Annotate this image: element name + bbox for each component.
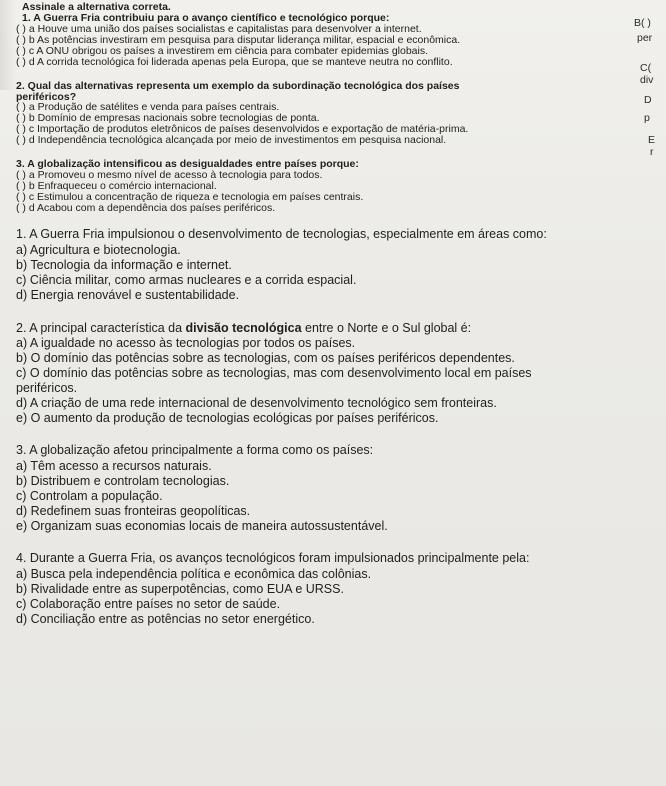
q1-option-a: a) Agricultura e biotecnologia. (16, 243, 181, 257)
q2-option-c-cont: periféricos. (16, 381, 78, 395)
top-q1-stem: 1. A Guerra Fria contribuiu para o avanço científico e tecnológico porque: (22, 12, 390, 24)
q3-option-c: c) Controlam a população. (16, 489, 163, 503)
q2-stem-pre: 2. A principal característica da (16, 321, 186, 335)
top-q3-option-c: ( ) c Estimulou a concentração de riqueza e tecnologia em países centrais. (16, 191, 364, 203)
right-fragment-6: p (644, 112, 650, 124)
q2-option-c: c) O domínio das potências sobre as tecnologias, mas com desenvolvimento local em países (16, 366, 532, 380)
q2-option-b: b) O domínio das potências sobre as tecnologias, com os países periféricos dependentes. (16, 351, 515, 365)
right-fragment-5: D (644, 94, 652, 106)
q3-option-a: a) Têm acesso a recursos naturais. (16, 459, 212, 473)
q2-stem (16, 321, 471, 336)
q3-stem: 3. A globalização afetou principalmente a forma como os países: (16, 443, 374, 457)
q2-option-e: e) O aumento da produção de tecnologias ecológicas por países periféricos. (16, 411, 439, 425)
top-q3-option-d: ( ) d Acabou com a dependência dos países periféricos. (16, 202, 276, 214)
top-q1-option-b: ( ) b As potências investiram em pesquisa para disputar liderança militar, espacial e econômica. (16, 34, 461, 46)
right-fragment-2: per (637, 32, 653, 44)
q3-option-e: e) Organizam suas economias locais de maneira autossustentável. (16, 519, 388, 533)
top-q2-option-c: ( ) c Importação de produtos eletrônicos de países desenvolvidos e exportação de matéria-prima. (16, 123, 469, 135)
q2-stem-post: entre o Norte e o Sul global é: (301, 321, 472, 335)
top-q3-stem: 3. A globalização intensificou as desigualdades entre países porque: (16, 158, 359, 170)
page-edge-shadow (0, 0, 16, 90)
q1-option-c: c) Ciência militar, como armas nucleares e a corrida espacial. (16, 273, 357, 287)
q4-option-c: c) Colaboração entre países no setor de saúde. (16, 597, 281, 611)
instruction-header: Assinale a alternativa correta. (22, 1, 171, 13)
right-fragment-7: E (648, 134, 656, 146)
right-fragment-8: r (650, 146, 654, 158)
q3-option-d: d) Redefinem suas fronteiras geopolíticas. (16, 504, 251, 518)
top-q1-option-c: ( ) c A ONU obrigou os países a investirem em ciência para combater epidemias globais. (16, 45, 429, 57)
q2-option-d: d) A criação de uma rede internacional de desenvolvimento tecnológico sem fronteiras. (16, 396, 497, 410)
q4-option-b: b) Rivalidade entre as superpotências, como EUA e URSS. (16, 582, 344, 596)
q3-option-b: b) Distribuem e controlam tecnologias. (16, 474, 230, 488)
top-q2-option-a: ( ) a Produção de satélites e venda para países centrais. (16, 101, 280, 113)
top-q2-stem: 2. Qual das alternativas representa um exemplo da subordinação tecnológica dos países (16, 80, 460, 92)
top-q3-option-b: ( ) b Enfraqueceu o comércio internacional. (16, 180, 217, 192)
top-q2-stem-cont: periféricos? (16, 91, 77, 103)
q4-option-a: a) Busca pela independência política e econômica das colônias. (16, 567, 372, 581)
q4-stem: 4. Durante a Guerra Fria, os avanços tecnológicos foram impulsionados principalmente pela: (16, 551, 530, 565)
q2-option-a: a) A igualdade no acesso às tecnologias por todos os países. (16, 336, 356, 350)
right-fragment-1: B( ) (634, 17, 651, 29)
right-fragment-3: C( (640, 62, 652, 74)
q2-stem-bold: divisão tecnológica (185, 321, 302, 335)
q1-option-d: d) Energia renovável e sustentabilidade. (16, 288, 240, 302)
top-q1-option-d: ( ) d A corrida tecnológica foi liderada apenas pela Europa, que se manteve neutra no conflito. (16, 56, 453, 68)
top-q1-option-a: ( ) a Houve uma união dos países socialistas e capitalistas para desenvolver a internet. (16, 23, 422, 35)
q1-stem: 1. A Guerra Fria impulsionou o desenvolvimento de tecnologias, especialmente em áreas como: (16, 227, 547, 241)
top-q2-option-d: ( ) d Independência tecnológica alcançada por meio de investimentos em pesquisa nacional. (16, 134, 447, 146)
q1-option-b: b) Tecnologia da informação e internet. (16, 258, 232, 272)
right-fragment-4: div (640, 74, 654, 86)
q4-option-d: d) Conciliação entre as potências no setor energético. (16, 612, 315, 626)
top-q3-option-a: ( ) a Promoveu o mesmo nível de acesso à tecnologia para todos. (16, 169, 323, 181)
top-q2-option-b: ( ) b Domínio de empresas nacionais sobre tecnologias de ponta. (16, 112, 320, 124)
